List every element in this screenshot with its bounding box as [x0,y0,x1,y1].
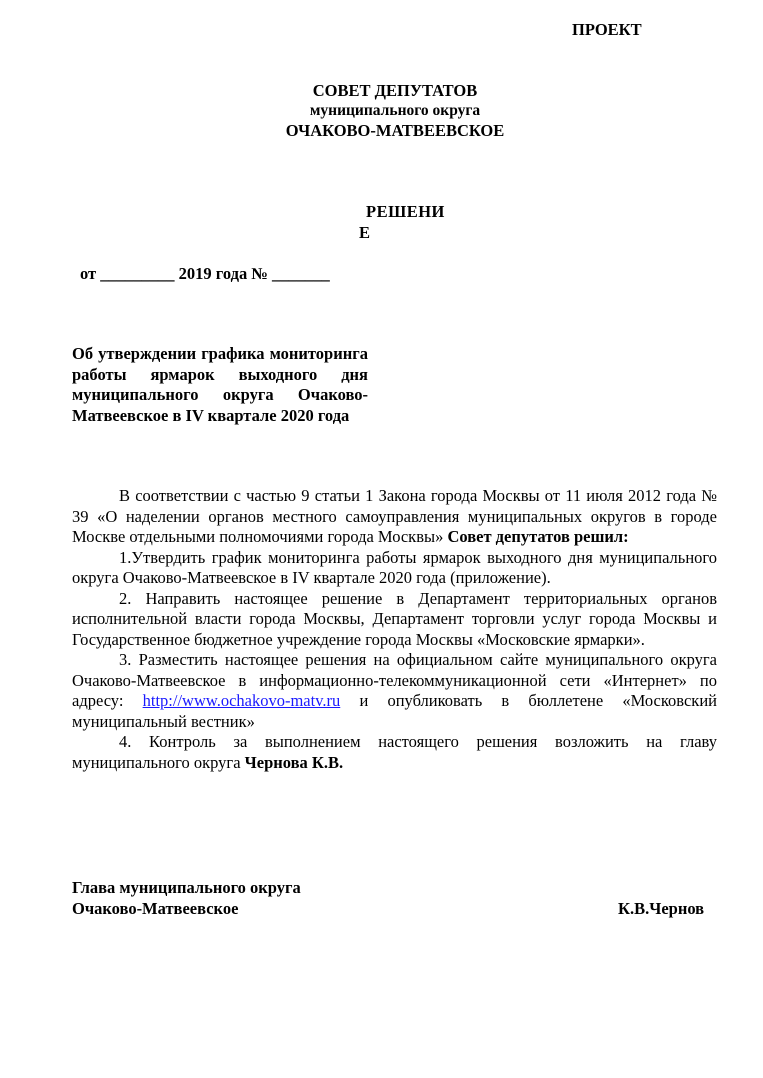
signature-title-line1: Глава муниципального округа [72,878,301,897]
item-4-text: 4. Контроль за выполнением настоящего решения возложить на главу муниципального округа [72,732,717,772]
council-title: СОВЕТ ДЕПУТАТОВ [312,81,478,100]
item-2: 2. Направить настоящее решение в Департамент территориальных органов исполнительной власти города Москвы, Департамент торговли услуг города Москвы и Государственное бюджетное учреждение города Москвы «Московские ярмарки». [72,588,717,649]
website-link[interactable]: http://www.ochakovo-matv.ru [142,691,341,710]
item-1: 1.Утвердить график мониторинга работы ярмарок выходного дня муниципального округа Очаково-Матвеевское в IV квартале 2020 года (приложение). [72,547,717,587]
draft-label: ПРОЕКТ [572,20,642,39]
date-number-line: от _________ 2019 года № _______ [80,264,330,283]
decision-subject: Об утверждении графика мониторинга работы ярмарок выходного дня муниципального округа Очаково-Матвеевское в IV квартале 2020 года [72,344,368,425]
item-3-text: 3. Разместить настоящее решения на официальном сайте муниципального округа Очаково-Матвеевское в информационно-телекоммуникационной сети «Интернет» по адресу: [72,650,717,710]
item-4 [72,732,717,773]
decision-heading-part1: РЕШЕНИ [366,202,445,221]
responsible-person: Чернова К.В. [244,752,344,772]
municipal-subtitle: муниципального округа [309,102,481,119]
signature-name: К.В.Чернов [618,899,705,918]
intro-paragraph [72,486,717,548]
intro-text: В соответствии с частью 9 статьи 1 Закона города Москвы от 11 июля 2012 года № 39 «О наделении органов местного самоуправления муниципальных округов в городе Москве отдельными полномочиями города Москвы» [72,486,717,546]
council-decided: Совет депутатов решил: [447,527,629,546]
item-3-text-end: и опубликовать в бюллетене «Московский муниципальный вестник» [72,691,717,731]
item-3 [72,650,717,732]
decision-heading-part2: Е [359,223,371,242]
decision-body [72,486,717,773]
signature-title-line2: Очаково-Матвеевское [72,899,239,918]
district-name: ОЧАКОВО-МАТВЕЕВСКОЕ [285,121,505,140]
